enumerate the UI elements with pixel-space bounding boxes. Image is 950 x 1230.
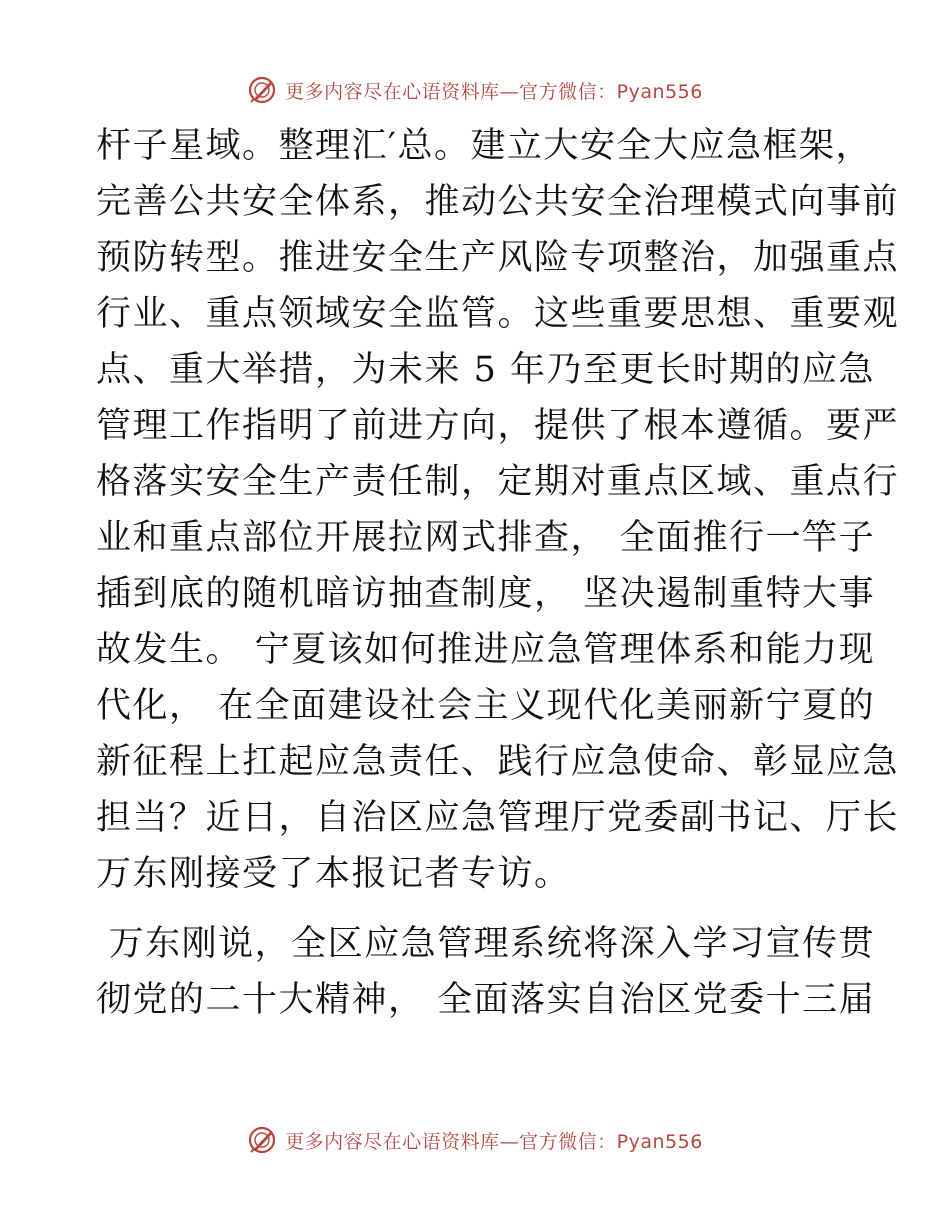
text-line: 担当？近日，自治区应急管理厅党委副书记、厅长 (96, 798, 900, 838)
text-line: 格落实安全生产责任制，定期对重点区域、重点行 (96, 462, 900, 502)
watermark-wechat-id: Pyan556 (616, 1130, 703, 1153)
text-line: 故发生。 宁夏该如何推进应急管理体系和能力现 (96, 630, 876, 670)
paragraph-1 (96, 118, 900, 902)
text-line: 完善公共安全体系，推动公共安全治理模式向事前 (96, 182, 900, 222)
watermark-text: 更多内容尽在心语资料库—官方微信：Pyan556 (285, 1130, 703, 1153)
text-line: 插到底的随机暗访抽查制度， 坚决遏制重特大事 (96, 574, 876, 614)
text-line: 代化， 在全面建设社会主义现代化美丽新宁夏的 (96, 686, 876, 726)
document-body (96, 118, 900, 1028)
text-line: 业和重点部位开展拉网式排查， 全面推行一竿子 (96, 518, 876, 558)
paragraph-2 (96, 916, 876, 1028)
watermark-header (0, 70, 950, 110)
watermark-text: 更多内容尽在心语资料库—官方微信：Pyan556 (285, 80, 703, 103)
text-line: 新征程上扛起应急责任、践行应急使命、彰显应急 (96, 742, 900, 782)
text-line: 杆子星域。整理汇′总。建立大安全大应急框架， (96, 126, 872, 166)
text-line: 万东刚说，全区应急管理系统将深入学习宣传贯 (96, 924, 876, 964)
text-line: 行业、重点领域安全监管。这些重要思想、重要观 (96, 294, 900, 334)
text-line: 管理工作指明了前进方向，提供了根本遵循。要严 (96, 406, 900, 446)
text-line: 万东刚接受了本报记者专访。 (96, 854, 571, 894)
watermark-footer (0, 1120, 950, 1160)
text-line: 彻党的二十大精神， 全面落实自治区党委十三届 (96, 980, 876, 1020)
quill-pen-seal-icon (247, 1125, 277, 1155)
watermark-wechat-id: Pyan556 (616, 80, 703, 103)
quill-pen-seal-icon (247, 75, 277, 105)
text-line: 预防转型。推进安全生产风险专项整治，加强重点 (96, 238, 900, 278)
text-line: 点、重大举措，为未来 5 年乃至更长时期的应急 (96, 350, 876, 390)
